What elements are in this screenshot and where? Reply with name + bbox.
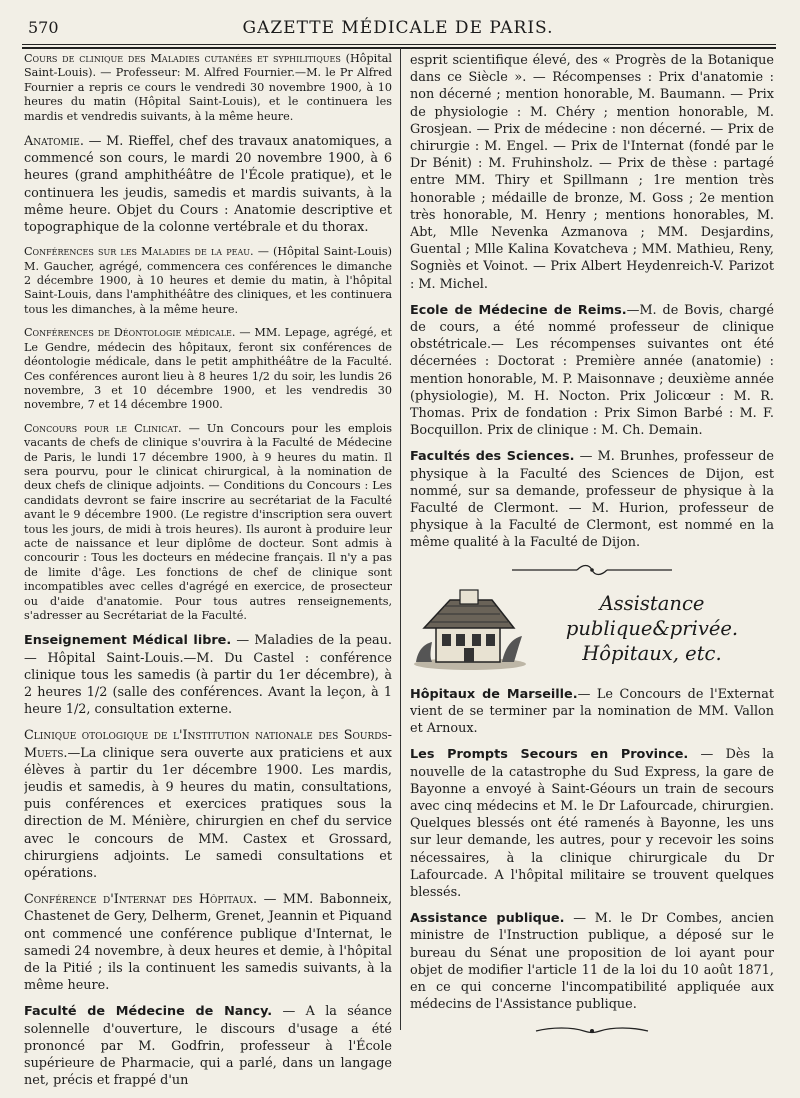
article-clinicat: [24, 422, 392, 624]
article-heading: Conférence d'Internat des Hôpitaux.: [24, 892, 258, 908]
article-heading: Conférences sur les Maladies de la peau.: [24, 245, 254, 259]
article-heading: Faculté de Médecine de Nancy.: [24, 1004, 273, 1020]
section-banner: [410, 586, 774, 672]
banner-line-1: Assistance: [599, 592, 705, 616]
journal-title: GAZETTE MÉDICALE DE PARIS.: [242, 18, 554, 38]
article-body: (Hôpital Saint-Louis). — Professeur: M. Alfred Fournier.—M. le Pr Alfred Fournier a repris ce cours le vendredi 30 novembre 1900, à 10 heures du matin (Hôpital Saint-Louis), et le continuera les mardis et vendredis suivants, à la même heure.: [24, 52, 392, 123]
article-body: — (Hôpital Saint-Louis) M. Gaucher, agrégé, commencera ces conférences le dimanche 2 décembre 1900, à 10 heures et demie du matin, à l'hôpital Saint-Louis, dans l'amphithéâtre des cliniques, et les continuera tous les dimanches, à la même heure.: [24, 245, 392, 316]
article-body: — Maladies de la peau. — Hôpital Saint-Louis.—M. Du Castel : conférence clinique tous les samedis (à partir du 1er décembre), à 2 heures 1/2 (salle des conférences. Avant la leçon, à 1 heure 1/2, consultation externe.: [24, 633, 392, 718]
article-body: — MM. Babonneix, Chastenet de Gery, Delherm, Grenet, Jeannin et Piquand ont commencé une conférence publique d'Internat, le samedi 24 novembre, à deux heures et demie, à l'hôpital de la Pitié ; ils la continuent les samedis suivants, à la même heure.: [24, 892, 392, 994]
article-heading: Concours pour le Clinicat.: [24, 421, 182, 435]
page-number: 570: [28, 18, 59, 37]
article-heading: Ecole de Médecine de Reims.: [410, 302, 627, 318]
article-body: — M. Rieffel, chef des travaux anatomiques, a commencé son cours, le mardi 20 novembre 1900, à 6 heures (grand amphithéâtre de l'École pratique), et le continuera les jeudis, samedis et mardis suivants, à la même heure. Objet du Cours : Anatomie descriptive et topographique de la colonne vertébrale et du thorax.: [24, 134, 392, 236]
article-facultes-sciences: [410, 448, 774, 551]
article-nancy-continued: [410, 52, 774, 293]
article-heading: Clinique otologique de l'Institution nationale des Sourds-Muets.: [24, 728, 392, 761]
hospital-building-icon: [410, 586, 530, 672]
banner-line-2: publique&privée.: [565, 617, 739, 641]
banner-title: [530, 591, 774, 666]
ornament-divider-icon: [410, 561, 774, 580]
article-prompts-secours: [410, 746, 774, 901]
article-heading: Facultés des Sciences.: [410, 449, 575, 465]
article-deontologie: [24, 326, 392, 412]
article-anatomie: [24, 133, 392, 236]
article-body: — A la séance solennelle d'ouverture, le discours d'usage a été prononcé par M. Godfrin, professeur à l'École supérieure de Pharmacie, qui a parlé, dans un langage net, précis et frappé d'un: [24, 1004, 392, 1089]
article-body: — Un Concours pour les emplois vacants de chefs de clinique s'ouvrira à la Faculté de Médecine de Paris, le lundi 17 décembre 1900, à 9 heures du matin. Il sera pourvu, pour le clinicat chirurgical, à la nomination de deux chefs de clinique adjoints. — Conditions du Concours : Les candidats devront se faire inscrire au secrétariat de la Faculté avant le 9 décembre 1900. (Le registre d'inscription sera ouvert tous les jours, de midi à trois heures). Ils auront à produire leur acte de naissance et leur diplôme de docteur. Sont admis à concourir : Tous les docteurs en médecine français. Il n'y a pas de limite d'âge. Les fonctions de chef de clinique sont incompatibles avec celles d'agrégé en exercice, de prosecteur ou d'aide d'anatomie. Pour tous autres renseignements, s'adresser au Secrétariat de la Faculté.: [24, 421, 392, 622]
end-ornament-icon: [410, 1022, 774, 1041]
article-enseignement-libre: [24, 632, 392, 718]
article-body: — MM. Lepage, agrégé, et Le Gendre, médecin des hôpitaux, feront six conférences de déontologie médicale, dans le petit amphithéâtre de la Faculté. Ces conférences auront lieu à 8 heures 1/2 du soir, les lundis 26 novembre, 3 et 10 décembre 1900, et les vendredis 30 novembre, 7 et 14 décembre 1900.: [24, 326, 392, 412]
page-header: [22, 18, 774, 42]
header-rule-thick: [22, 47, 776, 49]
left-column: [24, 52, 392, 1098]
article-body: — M. Brunhes, professeur de physique à la Faculté des Sciences de Dijon, est nommé, sur sa demande, professeur de physique à la Faculté de Clermont. — M. Hurion, professeur de physique à la Faculté de Clermont, est nommé en la même qualité à la Faculté de Dijon.: [410, 449, 774, 551]
article-hopitaux-marseille: [410, 686, 774, 738]
article-heading: Assistance publique.: [410, 911, 565, 927]
article-heading: Cours de clinique des Maladies cutanées et syphilitiques: [24, 52, 341, 65]
banner-line-3: Hôpitaux, etc.: [582, 642, 722, 666]
right-column: [410, 52, 774, 1047]
article-heading: Anatomie.: [24, 134, 84, 150]
article-cours-clinique: [24, 52, 392, 124]
article-body: — Le Concours de l'Externat vient de se terminer par la nomination de MM. Vallon et Arnoux.: [410, 686, 774, 737]
article-body: —M. de Bovis, chargé de cours, a été nommé professeur de clinique obstétricale.— Les récompenses suivantes ont été décernées : Doctorat : Première année (anatomie) : mention honorable, M. P. Maisonnave ; deuxième année (physiologie), M. H. Nocton. Prix Jolicœur : M. R. Thomas. Prix de fondation : Prix Simon Barbé : M. F. Bocquillon. Prix de clinique : M. Ch. Demain.: [410, 302, 774, 439]
article-heading: Enseignement Médical libre.: [24, 633, 232, 649]
header-rule: [22, 44, 776, 45]
article-heading: Les Prompts Secours en Province.: [410, 747, 689, 763]
article-clinique-otologique: [24, 727, 392, 882]
article-faculte-nancy: [24, 1003, 392, 1089]
article-body: —La clinique sera ouverte aux praticiens et aux élèves à partir du 1er décembre 1900. Les mardis, jeudis et samedis, à 9 heures du matin, consultations, puis conférences et exercices pratiques sous la direction de M. Ménière, chirurgien en chef du service avec le concours de MM. Castex et Grossard, chirurgiens adjoints. Le samedi consultations et opérations.: [24, 745, 392, 882]
article-ecole-reims: [410, 302, 774, 440]
article-assistance-publique: [410, 910, 774, 1013]
article-body: — M. le Dr Combes, ancien ministre de l'Instruction publique, a déposé sur le bureau du Sénat une proposition de loi ayant pour objet de modifier l'article 11 de la loi du 10 août 1871, en ce qui concerne l'incompatibilité appliquée aux médecins de l'Assistance publique.: [410, 911, 774, 1013]
article-body: esprit scientifique élevé, des « Progrès de la Botanique dans ce Siècle ». — Récompenses : Prix d'anatomie : non décerné ; mention honorable, M. Baumann. — Prix de physiologie : M. Chéry ; mention honorable, M. Grosjean. — Prix de médecine : non décerné. — Prix de chirurgie : M. Engel. — Prix de l'Internat (fondé par le Dr Bénit) : M. Fruhinsholz. — Prix de thèse : partagé entre MM. Thiry et Spillmann ; 1re mention très honorable ; médaille de bronze, M. Goss ; 2e mention très honorable, M. Henry ; mentions honorables, M. Abt, Mlle Nevenka Azmanova ; MM. Desjardins, Guental ; Mlle Kalina Kovatcheva ; MM. Mathieu, Reny, Sogniès et Voinot. — Prix Albert Heydenreich-V. Parizot : M. Michel.: [410, 53, 774, 292]
article-maladies-peau: [24, 245, 392, 317]
article-heading: Hôpitaux de Marseille.: [410, 686, 578, 702]
column-divider: [400, 48, 401, 1030]
article-heading: Conférences de Déontologie médicale.: [24, 326, 236, 340]
article-body: — Dès la nouvelle de la catastrophe du Sud Express, la gare de Bayonne a envoyé à Saint-Géours un train de secours avec cinq médecins et M. le Dr Lafourcade, chirurgien. Quelques blessés ont été ramenés à Bayonne, les uns sur leur demande, les autres, pour y recevoir les soins nécessaires, à la clinique chirurgicale du Dr Lafourcade. A l'hôpital militaire se trouvent quelques blessés.: [410, 747, 774, 900]
article-conference-internat: [24, 891, 392, 994]
